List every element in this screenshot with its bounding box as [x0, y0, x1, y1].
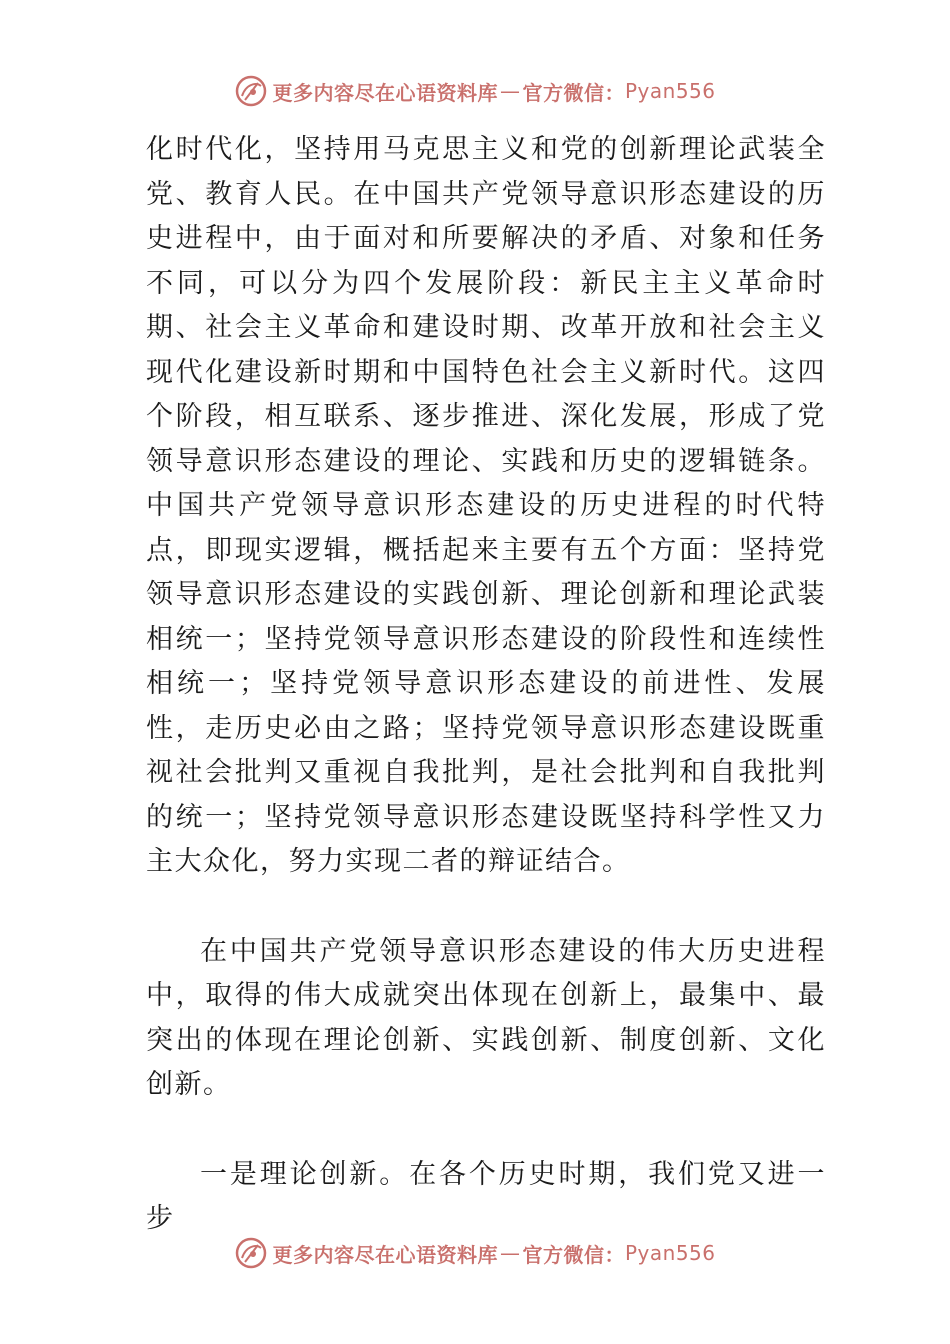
watermark-channel-text: 官方微信：: [522, 1242, 625, 1267]
paragraph-achievements: 在中国共产党领导意识形态建设的伟大历史进程中，取得的伟大成就突出体现在创新上，最集中、最突出的体现在理论创新、实践创新、制度创新、文化创新。: [146, 935, 826, 1100]
watermark-channel-text: 官方微信：: [522, 80, 625, 105]
watermark-brand-text: 更多内容尽在心语资料库: [272, 80, 498, 105]
watermark-handle: Pyan556: [624, 79, 716, 103]
brand-logo-icon: [234, 1236, 268, 1270]
header-watermark: [0, 74, 950, 108]
brand-logo-icon: [234, 74, 268, 108]
watermark-separator: —: [499, 79, 521, 103]
paragraph-continued: 化时代化，坚持用马克思主义和党的创新理论武装全党、教育人民。在中国共产党领导意识形态建设的历史进程中，由于面对和所要解决的矛盾、对象和任务不同，可以分为四个发展阶段：新民主主义革命时期、社会主义革命和建设时期、改革开放和社会主义现代化建设新时期和中国特色社会主义新时代。这四个阶段，相互联系、逐步推进、深化发展，形成了党领导意识形态建设的理论、实践和历史的逻辑链条。中国共产党领导意识形态建设的历史进程的时代特点，即现实逻辑，概括起来主要有五个方面：坚持党领导意识形态建设的实践创新、理论创新和理论武装相统一；坚持党领导意识形态建设的阶段性和连续性相统一；坚持党领导意识形态建设的前进性、发展性，走历史必由之路；坚持党领导意识形态建设既重视社会批判又重视自我批判，是社会批判和自我批判的统一；坚持党领导意识形态建设既坚持科学性又力主大众化，努力实现二者的辩证结合。: [146, 134, 826, 877]
document-body: [146, 128, 826, 1242]
watermark-handle: Pyan556: [624, 1241, 716, 1265]
footer-watermark: [0, 1236, 950, 1270]
watermark-separator: —: [499, 1241, 521, 1265]
watermark-brand-text: 更多内容尽在心语资料库: [272, 1242, 498, 1267]
paragraph-theory-innovation: 一是理论创新。在各个历史时期，我们党又进一步: [146, 1158, 826, 1234]
